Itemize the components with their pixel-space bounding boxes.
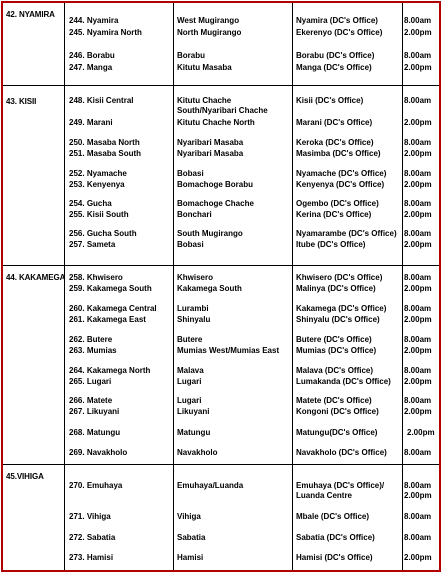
table-row: 251. Masaba South Nyaribari Masaba Masimba (DC's Office) 2.00pm	[69, 149, 432, 158]
table-row: 262. Butere Butere Butere (DC's Office) 8.00am	[69, 335, 432, 344]
table-row: 257. Sameta Bobasi Itube (DC's Office) 2.00pm	[69, 240, 432, 249]
table-row: 266. Matete Lugari Matete (DC's Office) 8.00am	[69, 396, 432, 405]
table-row: 270. Emuhaya Emuhaya/Luanda Emuhaya (DC's Office)/ Luanda Centre 8.00am 2.00pm	[69, 481, 432, 500]
table-row: 263. Mumias Mumias West/Mumias East Mumias (DC's Office) 2.00pm	[69, 346, 432, 355]
table-row: 248. Kisii Central Kitutu Chache South/Nyaribari Chache Kisii (DC's Office) 8.00am	[69, 96, 432, 115]
table-row: 271. Vihiga Vihiga Mbale (DC's Office) 8.00am	[69, 512, 432, 521]
table-row: 250. Masaba North Nyaribari Masaba Keroka (DC's Office) 8.00am	[69, 138, 432, 147]
table-row: 252. Nyamache Bobasi Nyamache (DC's Office) 8.00am	[69, 169, 432, 178]
county-name: 44. KAKAMEGA	[6, 273, 66, 282]
table-row: 269. Navakholo Navakholo Navakholo (DC's Office) 8.00am	[69, 448, 432, 457]
table-row: 258. Khwisero Khwisero Khwisero (DC's Office) 8.00am	[69, 273, 432, 282]
county-name: 42. NYAMIRA	[6, 10, 55, 19]
table-row: 249. Marani Kitutu Chache North Marani (DC's Office) 2.00pm	[69, 118, 432, 127]
table-row: 244. Nyamira West Mugirango Nyamira (DC's Office) 8.00am	[69, 16, 432, 25]
table-row: 245. Nyamira North North Mugirango Ekerenyo (DC's Office) 2.00pm	[69, 28, 432, 37]
county-name: 43. KISII	[6, 97, 37, 106]
table-row: 260. Kakamega Central Lurambi Kakamega (DC's Office) 8.00am	[69, 304, 432, 313]
table-row: 265. Lugari Lugari Lumakanda (DC's Office) 2.00pm	[69, 377, 432, 386]
table-row: 267. Likuyani Likuyani Kongoni (DC's Office) 2.00pm	[69, 407, 432, 416]
table-row: 247. Manga Kitutu Masaba Manga (DC's Office) 2.00pm	[69, 63, 432, 72]
table-row: 261. Kakamega East Shinyalu Shinyalu (DC's Office) 2.00pm	[69, 315, 432, 324]
table-row: 264. Kakamega North Malava Malava (DC's Office) 8.00am	[69, 366, 432, 375]
schedule-table	[1, 1, 441, 572]
county-block-kakamega	[3, 266, 439, 465]
table-row: 246. Borabu Borabu Borabu (DC's Office) 8.00am	[69, 51, 432, 60]
county-name: 45.VIHIGA	[6, 472, 44, 481]
table-row: 255. Kisii South Bonchari Kerina (DC's Office) 2.00pm	[69, 210, 432, 219]
table-row: 273. Hamisi Hamisi Hamisi (DC's Office) 2.00pm	[69, 553, 432, 562]
table-row: 256. Gucha South South Mugirango Nyamarambe (DC's Office) 8.00am	[69, 229, 432, 238]
county-block-kisii	[3, 86, 439, 266]
table-row: 253. Kenyenya Bomachoge Borabu Kenyenya (DC's Office) 2.00pm	[69, 180, 432, 189]
county-block-vihiga	[3, 465, 439, 572]
table-row: 268. Matungu Matungu Matungu(DC's Office) 2.00pm	[69, 428, 435, 437]
table-row: 259. Kakamega South Kakamega South Malinya (DC's Office) 2.00pm	[69, 284, 432, 293]
table-row: 254. Gucha Bomachoge Chache Ogembo (DC's Office) 8.00am	[69, 199, 432, 208]
county-block-nyamira	[3, 3, 439, 86]
table-row: 272. Sabatia Sabatia Sabatia (DC's Office) 8.00am	[69, 533, 432, 542]
